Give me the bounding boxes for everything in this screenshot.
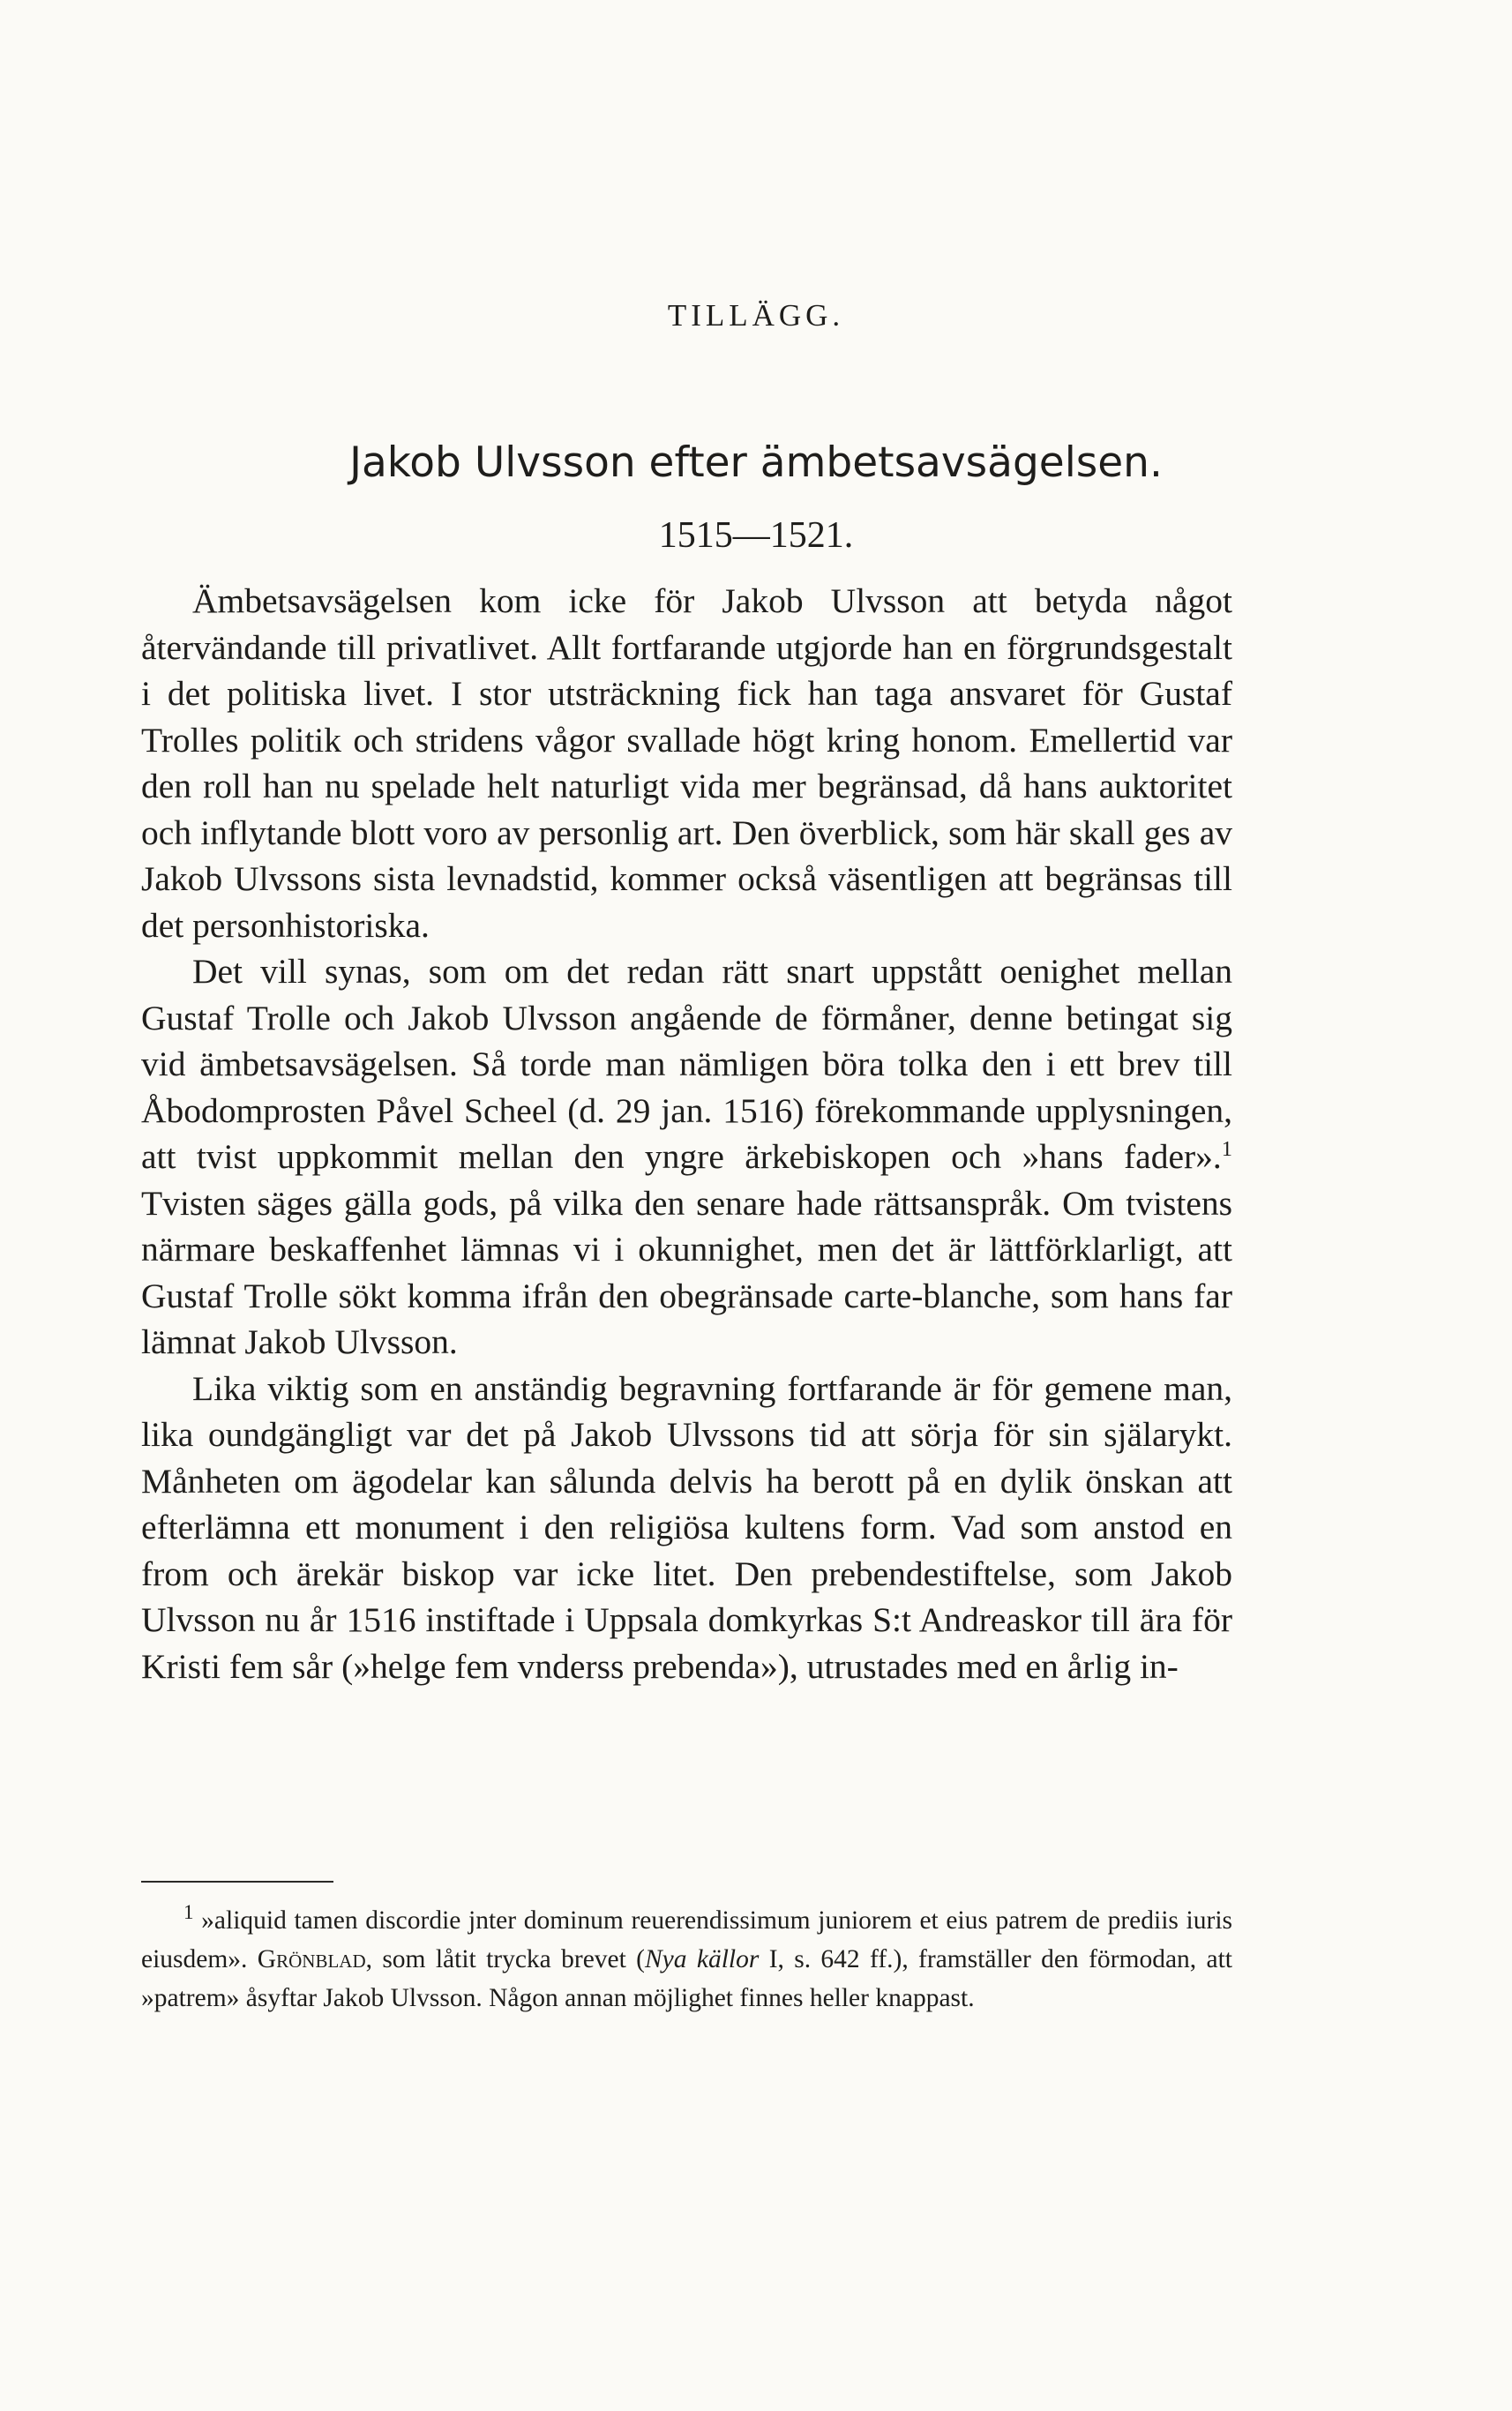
section-heading: TILLÄGG. <box>667 298 845 333</box>
paragraph <box>141 1366 1232 1690</box>
paragraph-text: Ämbetsavsägelsen kom icke för Jakob Ulvsson att betyda något återvändande till privatlivet. Allt fortfarande utgjorde han en förgrundsgestalt i det politiska livet. I stor utsträckning fick han taga ansvaret för Gustaf Trolles politik och stridens vågor svallade högt kring honom. Emellertid var den roll han nu spelade helt naturligt vida mer begränsad, då hans auktoritet och inflytande blott voro av personlig art. Den överblick, som här skall ges av Jakob Ulvssons sista levnadstid, kommer också väsentligen att begränsas till det personhistoriska. <box>141 581 1232 945</box>
footnote-text: $^1$ »aliquid tamen discordie jnter dominum reuerendissimum juniorem et eius patrem de prediis iuris eiusdem». Grönblad, som låtit trycka brevet (Nya källor I, s. 642 ff.), framställer den förmodan, att »patrem» åsyftar Jakob Ulvsson. Någon annan möjlighet finnes heller knappast. <box>141 1900 1233 2012</box>
paragraph <box>141 948 1232 1366</box>
footnote <box>141 1901 1232 2018</box>
paragraph-text: Lika viktig som en anständig begravning fortfarande är för gemene man, lika oundgängligt var det på Jakob Ulvssons tid att sörja för sin själarykt. Månheten om ägodelar kan sålunda delvis ha berott på en dylik önskan att efterlämna ett monument i den religiösa kultens form. Vad som anstod en from och ärekär biskop var icke litet. Den prebendestiftelse, som Jakob Ulvsson nu år 1516 instiftade i Uppsala domkyrkas S:t Andreaskor till ära för Kristi fem sår (»helge fem vnderss prebenda»), utrustades med en årlig in- <box>141 1368 1232 1686</box>
footnote-source: Nya källor <box>645 1945 760 1973</box>
chapter-title: Jakob Ulvsson efter ämbetsavsägelsen. <box>349 438 1163 487</box>
paragraph-text: Tvisten säges gälla gods, på vilka den senare hade rättsanspråk. Om tvistens närmare beskaffenhet lämnas vi i okunnighet, men det är lättförklarligt, att Gustaf Trolle sökt komma ifrån den obegränsade carte-blanche, som hans far lämnat Jakob Ulvsson. <box>141 1183 1232 1361</box>
paragraph-text: Det vill synas, som om det redan rätt snart uppstått oenighet mellan Gustaf Trolle och Jakob Ulvsson angående de förmåner, denne betingat sig vid ämbetsavsägelsen. Så torde man nämligen böra tolka den i ett brev till Åbodomprosten Påvel Scheel (d. 29 jan. 1516) förekommande upplysningen, att tvist uppkommit mellan den yngre ärkebiskopen och »hans fader». <box>141 952 1232 1176</box>
footnote-divider <box>141 1881 333 1883</box>
footnote-reference: 1 <box>1221 1136 1232 1161</box>
paragraph <box>141 578 1232 948</box>
footnote-number: 1 <box>183 1900 194 1924</box>
body-text <box>141 578 1232 1689</box>
footnote-author: Grönblad <box>257 1945 366 1973</box>
chapter-years: 1515—1521. <box>658 515 854 556</box>
